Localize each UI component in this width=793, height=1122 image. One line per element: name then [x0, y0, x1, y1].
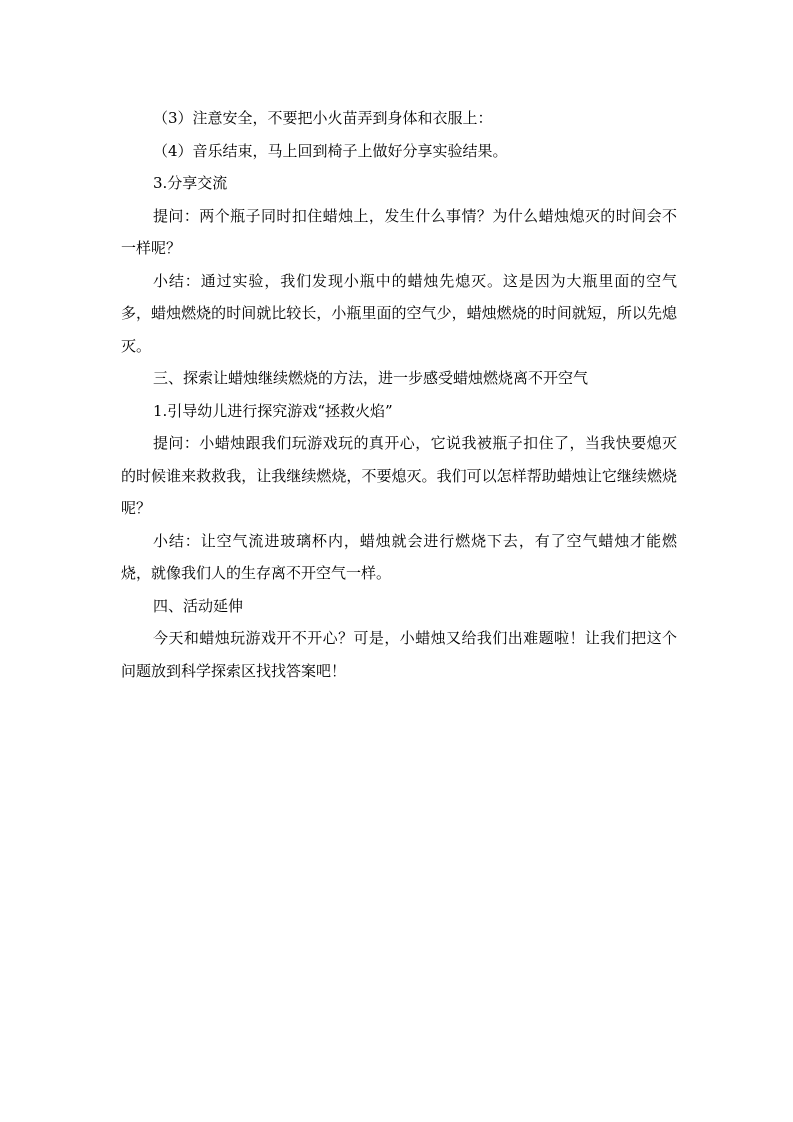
section-heading-explore: 三、探索让蜡烛继续燃烧的方法，进一步感受蜡烛燃烧离不开空气: [153, 369, 589, 387]
document-body: [121, 102, 677, 687]
paragraph-safety-note: （3）注意安全，不要把小火苗弄到身体和衣服上：: [153, 109, 493, 127]
paragraph-question-2: 提问：小蜡烛跟我们玩游戏玩的真开心，它说我被瓶子扣住了，当我快要熄灭的时候谁来救救我，让我继续燃烧，不要熄灭。我们可以怎样帮助蜡烛让它继续燃烧呢？: [121, 434, 677, 517]
subsection-heading-game: 1.引导幼儿进行探究游戏“拯救火焰”: [153, 401, 393, 420]
paragraph-extension: 今天和蜡烛玩游戏开不开心？可是，小蜡烛又给我们出难题啦！让我们把这个问题放到科学探索区找找答案吧！: [121, 629, 677, 680]
section-heading-share: 3.分享交流: [153, 174, 228, 192]
section-heading-extension: 四、活动延伸: [153, 596, 244, 615]
paragraph-summary-2: 小结：让空气流进玻璃杯内，蜡烛就会进行燃烧下去，有了空气蜡烛才能燃烧，就像我们人的生存离不开空气一样。: [121, 531, 677, 582]
paragraph-summary-1: 小结：通过实验，我们发现小瓶中的蜡烛先熄灭。这是因为大瓶里面的空气多，蜡烛燃烧的时间就比较长，小瓶里面的空气少，蜡烛燃烧的时间就短，所以先熄灭。: [121, 271, 677, 355]
paragraph-question-1: 提问：两个瓶子同时扣住蜡烛上，发生什么事情？为什么蜡烛熄灭的时间会不一样呢？: [121, 206, 677, 257]
paragraph-music-end: （4）音乐结束，马上回到椅子上做好分享实验结果。: [153, 141, 508, 160]
